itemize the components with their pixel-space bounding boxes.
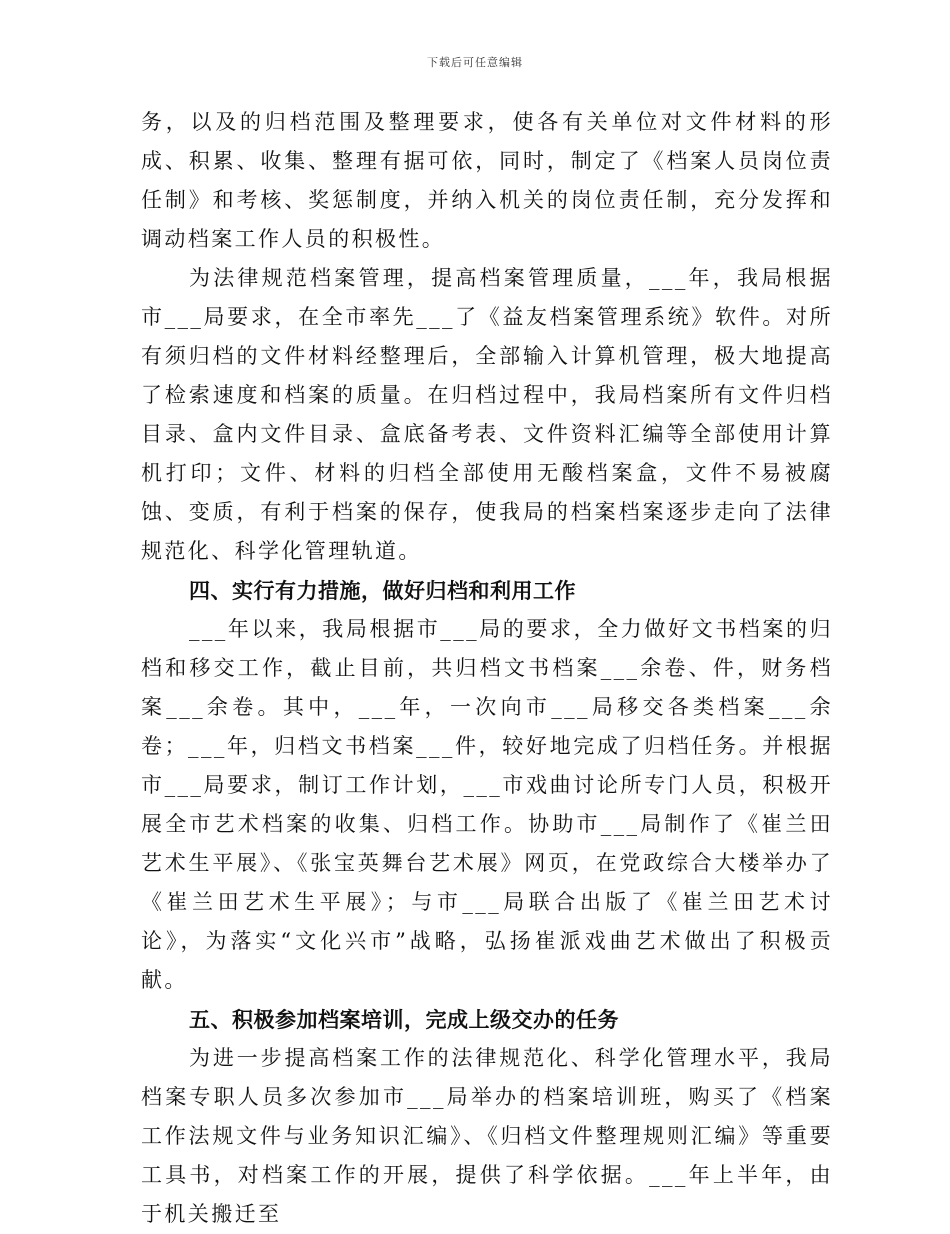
- section-heading-4: 四、实行有力措施，做好归档和利用工作: [189, 578, 576, 603]
- paragraph-filing-work: ___年以来，我局根据市___局的要求，全力做好文书档案的归档和移交工作，截止目前，共归档文书档案___余卷、件，财务档案___余卷。其中，___年，一次向市___局移交各类档案___余卷；___年，归档文书档案___件，较好地完成了归档任务。并根据市___局要求，制订工作计划，___市戏曲讨论所专门人员，积极开展全市艺术档案的收集、归档工作。协助市___局制作了《崔兰田艺术生平展》、《张宝英舞台艺术展》网页，在党政综合大楼举办了《崔兰田艺术生平展》；与市___局联合出版了《崔兰田艺术讨论》，为落实“文化兴市”战略，弘扬崔派戏曲艺术做出了积极贡献。: [141, 617, 833, 992]
- page-header-note: 下载后可任意编辑: [427, 56, 523, 69]
- paragraph-responsibility: 务，以及的归档范围及整理要求，使各有关单位对文件材料的形成、积累、收集、整理有据可依，同时，制定了《档案人员岗位责任制》和考核、奖惩制度，并纳入机关的岗位责任制，充分发挥和调动档案工作人员的积极性。: [141, 110, 833, 251]
- paragraph-training: 为进一步提高档案工作的法律规范化、科学化管理水平，我局档案专职人员多次参加市___局举办的档案培训班，购买了《档案工作法规文件与业务知识汇编》、《归档文件整理规则汇编》等重要工具书，对档案工作的开展，提供了科学依据。___年上半年，由于机关搬迁至: [141, 1046, 833, 1226]
- document-body: [141, 103, 833, 1234]
- section-heading-5: 五、积极参加档案培训，完成上级交办的任务: [189, 1007, 619, 1032]
- paragraph-archive-system: 为法律规范档案管理，提高档案管理质量，___年，我局根据市___局要求，在全市率先___了《益友档案管理系统》软件。对所有须归档的文件材料经整理后，全部输入计算机管理，极大地提高了检索速度和档案的质量。在归档过程中，我局档案所有文件归档目录、盒内文件目录、盒底备考表、文件资料汇编等全部使用计算机打印；文件、材料的归档全部使用无酸档案盒，文件不易被腐蚀、变质，有利于档案的保存，使我局的档案档案逐步走向了法律规范化、科学化管理轨道。: [141, 266, 833, 563]
